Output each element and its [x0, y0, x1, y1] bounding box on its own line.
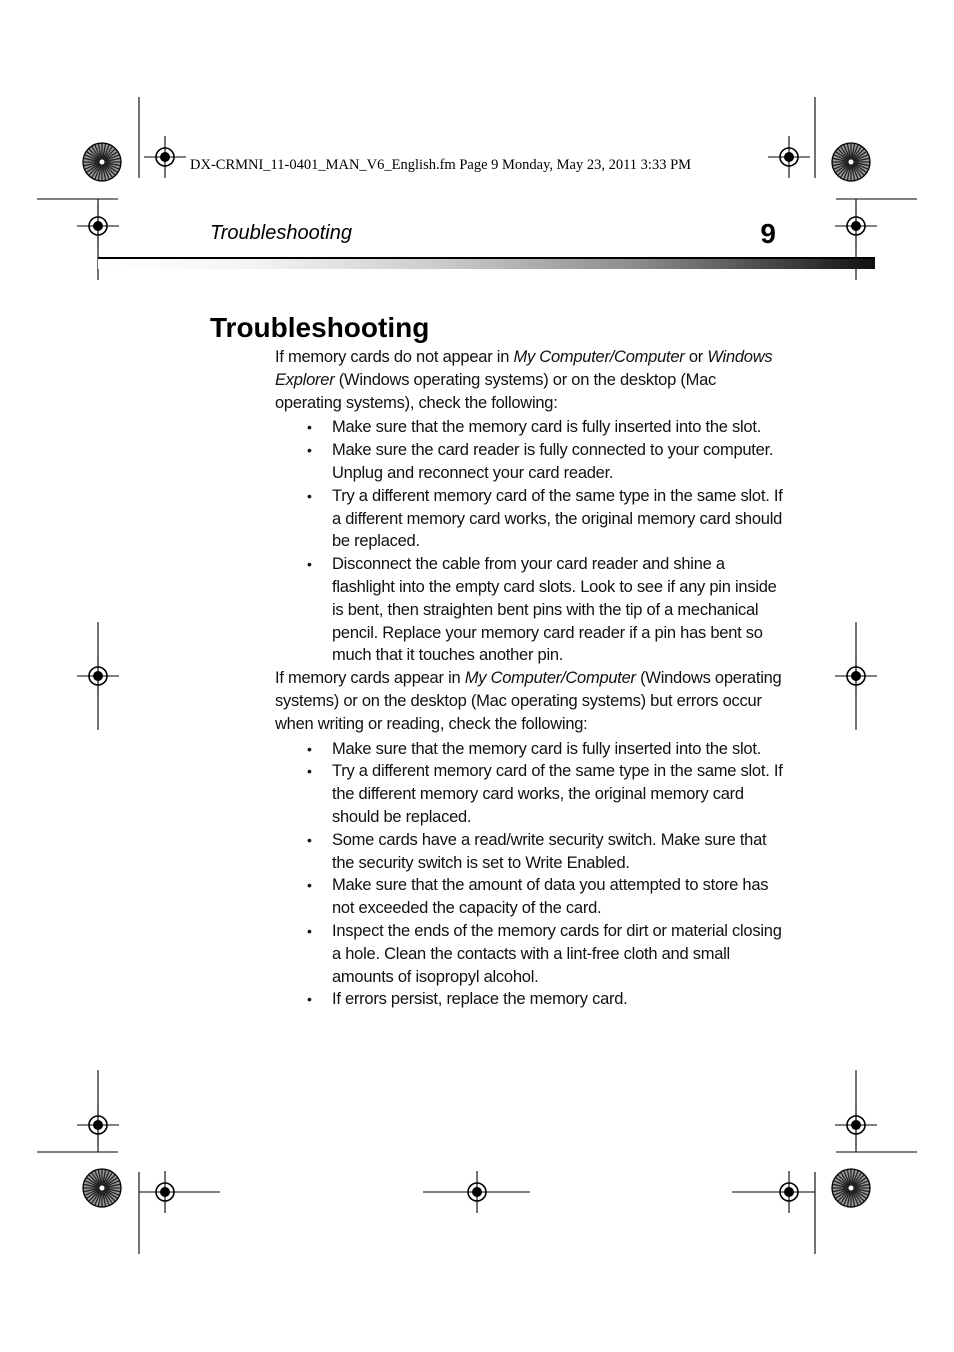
- intro-text: or: [684, 348, 708, 366]
- intro-text: (Windows operating systems) or on the desktop (Mac operating systems) but errors occur when writing or reading, check the following:: [275, 669, 782, 733]
- body-content: [275, 346, 785, 1011]
- list-item: • Try a different memory card of the same type in the same slot. If the different memory card works, the original memory card should be replaced.: [275, 760, 785, 828]
- intro-emphasis: My Computer/Computer: [513, 348, 685, 366]
- list-item: • Inspect the ends of the memory cards for dirt or material closing a hole. Clean the contacts with a lint-free cloth and small amounts of isopropyl alcohol.: [275, 920, 785, 988]
- list-item: • Make sure that the memory card is fully inserted into the slot.: [275, 416, 785, 439]
- list-item: • Make sure that the memory card is fully inserted into the slot.: [275, 738, 785, 761]
- intro-text: (Windows operating systems) or on the desktop (Mac operating systems), check the following:: [275, 370, 717, 412]
- list-item: • Some cards have a read/write security switch. Make sure that the security switch is set to Write Enabled.: [275, 829, 785, 875]
- intro-emphasis: My Computer/Computer: [464, 669, 636, 688]
- page-title: Troubleshooting: [210, 312, 430, 343]
- page-number: 9: [760, 218, 776, 249]
- intro-text: If memory cards do not appear in: [275, 348, 514, 366]
- list-item: • Try a different memory card of the same type in the same slot. If a different memory card works, the original memory card should be replaced.: [275, 485, 785, 553]
- header-rule-line: [98, 257, 875, 259]
- list-item: • Make sure the card reader is fully connected to your computer. Unplug and reconnect your card reader.: [275, 439, 785, 485]
- list-item: • Make sure that the amount of data you attempted to store has not exceeded the capacity of the card.: [275, 874, 785, 920]
- list-item: • Disconnect the cable from your card reader and shine a flashlight into the empty card slots. Look to see if any pin inside is bent, then straighten bent pins with the tip of a mechanical pencil. Replace your memory card reader if a pin has bent so much that it touches another pin.: [275, 553, 785, 667]
- file-slug: DX-CRMNI_11-0401_MAN_V6_English.fm Page 9 Monday, May 23, 2011 3:33 PM: [190, 157, 692, 173]
- section1-intro: [275, 346, 785, 414]
- list-item: • If errors persist, replace the memory card.: [275, 988, 785, 1011]
- section2-list: [275, 738, 785, 1012]
- intro-emphasis: Windows Explorer: [275, 348, 773, 389]
- section1-list: [275, 416, 785, 667]
- running-head: Troubleshooting: [210, 222, 352, 244]
- section2-intro: [275, 667, 785, 735]
- intro-text: If memory cards appear in: [275, 669, 465, 688]
